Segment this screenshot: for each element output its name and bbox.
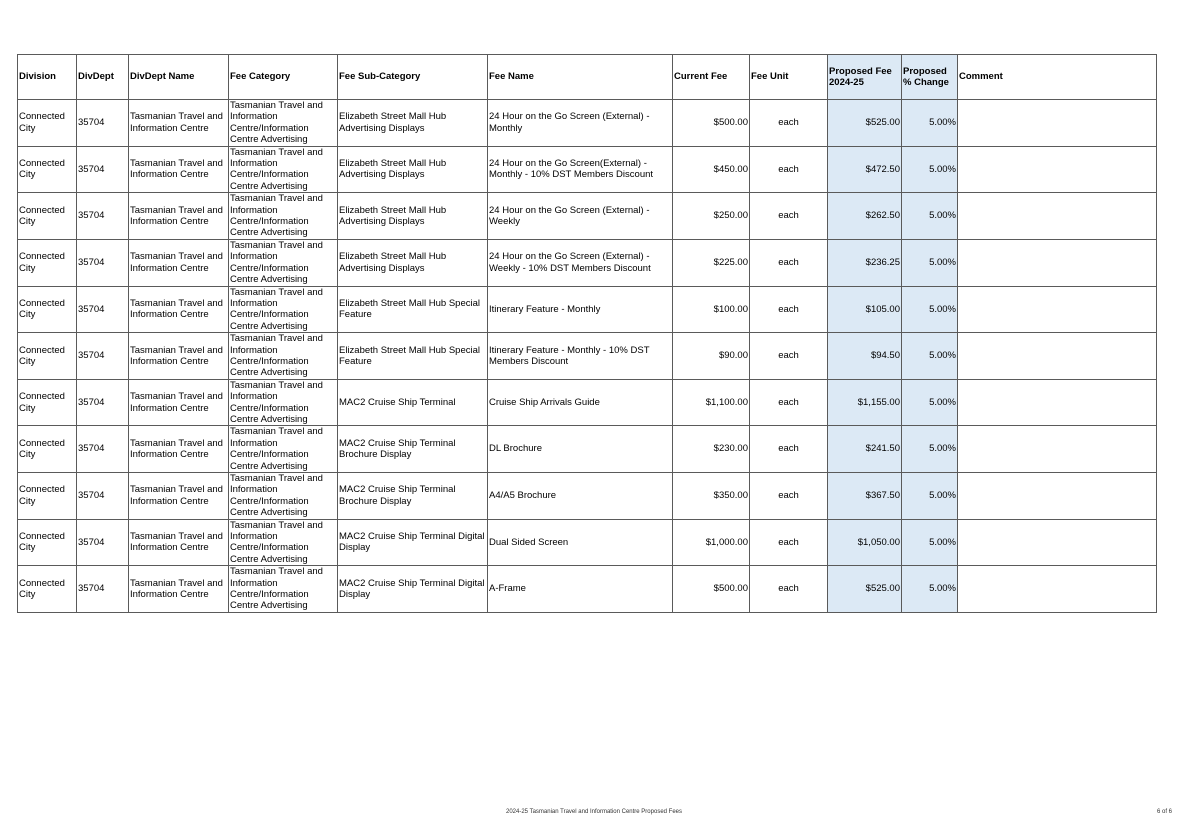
table-row [18, 426, 1157, 473]
cell-divdept-name: Tasmanian Travel and Information Centre [129, 426, 229, 473]
cell-proposed-change: 5.00% [902, 193, 958, 240]
header-fee-category: Fee Category [229, 55, 338, 100]
cell-proposed-change: 5.00% [902, 239, 958, 286]
cell-current-fee: $1,000.00 [673, 519, 750, 566]
cell-fee-category: Tasmanian Travel and Information Centre/Information Centre Advertising [229, 566, 338, 613]
cell-fee-name: 24 Hour on the Go Screen(External) - Monthly - 10% DST Members Discount [488, 146, 673, 193]
cell-proposed-change: 5.00% [902, 286, 958, 333]
cell-fee-unit: each [750, 333, 828, 380]
cell-divdept: 35704 [77, 333, 129, 380]
cell-fee-category: Tasmanian Travel and Information Centre/Information Centre Advertising [229, 146, 338, 193]
cell-divdept: 35704 [77, 519, 129, 566]
header-fee-unit: Fee Unit [750, 55, 828, 100]
cell-proposed-fee: $94.50 [828, 333, 902, 380]
cell-fee-sub-category: MAC2 Cruise Ship Terminal Brochure Display [338, 426, 488, 473]
cell-proposed-change: 5.00% [902, 426, 958, 473]
cell-proposed-change: 5.00% [902, 100, 958, 147]
cell-proposed-change: 5.00% [902, 519, 958, 566]
cell-divdept: 35704 [77, 379, 129, 426]
table-row [18, 193, 1157, 240]
cell-fee-category: Tasmanian Travel and Information Centre/Information Centre Advertising [229, 379, 338, 426]
footer-title: 2024-25 Tasmanian Travel and Information Centre Proposed Fees [506, 809, 682, 815]
cell-divdept-name: Tasmanian Travel and Information Centre [129, 100, 229, 147]
cell-comment [958, 333, 1157, 380]
cell-divdept-name: Tasmanian Travel and Information Centre [129, 379, 229, 426]
cell-fee-sub-category: MAC2 Cruise Ship Terminal Digital Display [338, 519, 488, 566]
header-current-fee: Current Fee [673, 55, 750, 100]
cell-comment [958, 286, 1157, 333]
table-row [18, 146, 1157, 193]
cell-fee-sub-category: MAC2 Cruise Ship Terminal [338, 379, 488, 426]
cell-fee-name: Itinerary Feature - Monthly - 10% DST Members Discount [488, 333, 673, 380]
table-row [18, 286, 1157, 333]
cell-fee-category: Tasmanian Travel and Information Centre/Information Centre Advertising [229, 286, 338, 333]
cell-division: Connected City [18, 146, 77, 193]
table-row [18, 333, 1157, 380]
cell-divdept-name: Tasmanian Travel and Information Centre [129, 519, 229, 566]
cell-fee-name: Dual Sided Screen [488, 519, 673, 566]
cell-current-fee: $500.00 [673, 100, 750, 147]
cell-proposed-fee: $241.50 [828, 426, 902, 473]
cell-division: Connected City [18, 566, 77, 613]
cell-fee-category: Tasmanian Travel and Information Centre/Information Centre Advertising [229, 193, 338, 240]
cell-fee-category: Tasmanian Travel and Information Centre/Information Centre Advertising [229, 519, 338, 566]
cell-fee-sub-category: MAC2 Cruise Ship Terminal Digital Display [338, 566, 488, 613]
cell-comment [958, 379, 1157, 426]
cell-division: Connected City [18, 239, 77, 286]
cell-fee-sub-category: Elizabeth Street Mall Hub Special Feature [338, 333, 488, 380]
cell-fee-unit: each [750, 286, 828, 333]
cell-current-fee: $250.00 [673, 193, 750, 240]
cell-fee-sub-category: Elizabeth Street Mall Hub Special Feature [338, 286, 488, 333]
cell-fee-unit: each [750, 566, 828, 613]
cell-comment [958, 566, 1157, 613]
table-body [18, 100, 1157, 613]
fees-table [17, 54, 1157, 613]
cell-fee-unit: each [750, 239, 828, 286]
cell-proposed-fee: $262.50 [828, 193, 902, 240]
cell-fee-sub-category: Elizabeth Street Mall Hub Advertising Displays [338, 100, 488, 147]
cell-proposed-fee: $525.00 [828, 100, 902, 147]
table-row [18, 239, 1157, 286]
cell-fee-unit: each [750, 146, 828, 193]
cell-fee-name: DL Brochure [488, 426, 673, 473]
cell-current-fee: $100.00 [673, 286, 750, 333]
table-row [18, 379, 1157, 426]
cell-current-fee: $90.00 [673, 333, 750, 380]
table-row [18, 566, 1157, 613]
cell-fee-category: Tasmanian Travel and Information Centre/Information Centre Advertising [229, 333, 338, 380]
cell-fee-category: Tasmanian Travel and Information Centre/Information Centre Advertising [229, 426, 338, 473]
header-proposed-change: Proposed % Change [902, 55, 958, 100]
cell-divdept-name: Tasmanian Travel and Information Centre [129, 333, 229, 380]
cell-division: Connected City [18, 193, 77, 240]
cell-divdept: 35704 [77, 426, 129, 473]
cell-proposed-fee: $525.00 [828, 566, 902, 613]
cell-current-fee: $500.00 [673, 566, 750, 613]
cell-divdept: 35704 [77, 473, 129, 520]
cell-fee-unit: each [750, 519, 828, 566]
cell-proposed-fee: $472.50 [828, 146, 902, 193]
header-proposed-fee: Proposed Fee 2024-25 [828, 55, 902, 100]
cell-division: Connected City [18, 379, 77, 426]
cell-fee-sub-category: Elizabeth Street Mall Hub Advertising Displays [338, 193, 488, 240]
cell-division: Connected City [18, 473, 77, 520]
cell-comment [958, 426, 1157, 473]
header-division: Division [18, 55, 77, 100]
cell-proposed-change: 5.00% [902, 146, 958, 193]
cell-division: Connected City [18, 286, 77, 333]
cell-fee-name: A-Frame [488, 566, 673, 613]
cell-divdept: 35704 [77, 146, 129, 193]
cell-proposed-change: 5.00% [902, 333, 958, 380]
cell-proposed-change: 5.00% [902, 473, 958, 520]
cell-fee-unit: each [750, 100, 828, 147]
cell-current-fee: $225.00 [673, 239, 750, 286]
cell-fee-category: Tasmanian Travel and Information Centre/Information Centre Advertising [229, 239, 338, 286]
cell-proposed-fee: $367.50 [828, 473, 902, 520]
cell-proposed-fee: $1,155.00 [828, 379, 902, 426]
cell-fee-category: Tasmanian Travel and Information Centre/Information Centre Advertising [229, 473, 338, 520]
cell-fee-name: 24 Hour on the Go Screen (External) - Weekly [488, 193, 673, 240]
cell-divdept-name: Tasmanian Travel and Information Centre [129, 286, 229, 333]
cell-proposed-fee: $236.25 [828, 239, 902, 286]
cell-current-fee: $230.00 [673, 426, 750, 473]
cell-divdept: 35704 [77, 100, 129, 147]
cell-fee-unit: each [750, 426, 828, 473]
cell-comment [958, 239, 1157, 286]
cell-proposed-fee: $1,050.00 [828, 519, 902, 566]
cell-divdept-name: Tasmanian Travel and Information Centre [129, 566, 229, 613]
cell-divdept-name: Tasmanian Travel and Information Centre [129, 473, 229, 520]
cell-divdept-name: Tasmanian Travel and Information Centre [129, 193, 229, 240]
cell-comment [958, 519, 1157, 566]
cell-fee-name: A4/A5 Brochure [488, 473, 673, 520]
cell-division: Connected City [18, 426, 77, 473]
cell-comment [958, 100, 1157, 147]
cell-fee-name: Itinerary Feature - Monthly [488, 286, 673, 333]
cell-proposed-change: 5.00% [902, 566, 958, 613]
cell-division: Connected City [18, 100, 77, 147]
cell-current-fee: $1,100.00 [673, 379, 750, 426]
header-comment: Comment [958, 55, 1157, 100]
cell-divdept: 35704 [77, 239, 129, 286]
cell-current-fee: $350.00 [673, 473, 750, 520]
cell-fee-unit: each [750, 193, 828, 240]
cell-fee-unit: each [750, 473, 828, 520]
table-header-row [18, 55, 1157, 100]
header-fee-name: Fee Name [488, 55, 673, 100]
cell-proposed-change: 5.00% [902, 379, 958, 426]
header-divdept: DivDept [77, 55, 129, 100]
header-fee-sub-category: Fee Sub-Category [338, 55, 488, 100]
cell-fee-sub-category: Elizabeth Street Mall Hub Advertising Displays [338, 146, 488, 193]
table-row [18, 473, 1157, 520]
cell-comment [958, 473, 1157, 520]
cell-fee-sub-category: MAC2 Cruise Ship Terminal Brochure Display [338, 473, 488, 520]
cell-comment [958, 193, 1157, 240]
cell-fee-name: Cruise Ship Arrivals Guide [488, 379, 673, 426]
table-row [18, 100, 1157, 147]
cell-current-fee: $450.00 [673, 146, 750, 193]
cell-fee-unit: each [750, 379, 828, 426]
cell-divdept: 35704 [77, 566, 129, 613]
cell-divdept: 35704 [77, 286, 129, 333]
cell-fee-sub-category: Elizabeth Street Mall Hub Advertising Displays [338, 239, 488, 286]
table-row [18, 519, 1157, 566]
cell-comment [958, 146, 1157, 193]
cell-division: Connected City [18, 333, 77, 380]
cell-proposed-fee: $105.00 [828, 286, 902, 333]
cell-divdept-name: Tasmanian Travel and Information Centre [129, 146, 229, 193]
cell-fee-category: Tasmanian Travel and Information Centre/Information Centre Advertising [229, 100, 338, 147]
cell-divdept: 35704 [77, 193, 129, 240]
cell-division: Connected City [18, 519, 77, 566]
header-divdept-name: DivDept Name [129, 55, 229, 100]
cell-fee-name: 24 Hour on the Go Screen (External) - Monthly [488, 100, 673, 147]
cell-fee-name: 24 Hour on the Go Screen (External) - Weekly - 10% DST Members Discount [488, 239, 673, 286]
page-number: 6 of 6 [1156, 809, 1172, 815]
cell-divdept-name: Tasmanian Travel and Information Centre [129, 239, 229, 286]
